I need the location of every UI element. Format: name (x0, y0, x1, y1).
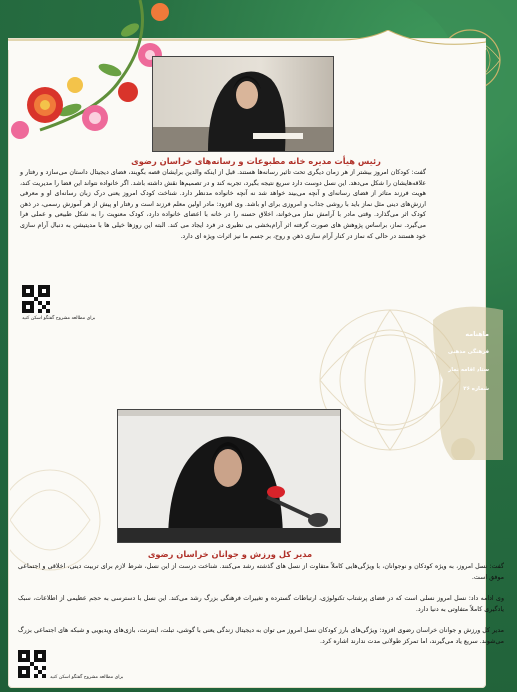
qr-caption-2: برای مطالعه مشروح گفتگو اسکن کنید (50, 675, 124, 680)
qr-caption-1: برای مطالعه مشروح گفتگو اسکن کنید (22, 316, 96, 321)
section2-paragraph-3: مدیر کل ورزش و جوانان خراسان رضوی افزود: ویژگی‌های بارز کودکان نسل امروز می توان به دیجیتال زندگی یعنی با گوشی، تبلت، اینترنت، بازی‌های ویدیویی و شبکه های اجتماعی بزرگ می‌شوند. سریع یاد می‌گیرند، اما تمرکز طولانی مدت ندارند اشاره کرد. (18, 627, 504, 645)
interview-photo-2 (117, 409, 341, 543)
person-photo-icon (118, 410, 340, 542)
interview-photo-1 (152, 56, 334, 152)
qr-code-icon[interactable] (22, 285, 50, 313)
person-photo-icon (153, 57, 333, 151)
section1-paragraph: گفت: کودکان امروز بیشتر از هر زمان دیگری تحت تاثیر رسانه‌ها هستند. قبل از اینکه والدین برایشان قصه بگویند، فضای دیجیتال داستان می‌سازد و رفتار و علاقه‌هایشان را شکل می‌دهد. این نسل دوست دارد سریع نتیجه بگیرد، تجربه کند و در تصمیم‌ها نقش داشته باشد. اگر خانواده نتواند این فضا را مدیریت کند، هویت فرزند متاثر از فضای رسانه‌ای و آنچه می‌بیند خواهد شد نه آنچه خانواده مدنظر دارد. شناخت کودک امروز یعنی درک زبان رسانه‌ای او و معرفی ارزش‌های دینی مثل نماز باید با روشی جذاب و امروزی برای او باشد. وی افزود: مادر اولین معلم فرزند است و رفتار او پیش از هر آموزش رسمی، در ذهن کودک اثر می‌گذارد. وقتی مادر با آرامش نماز می‌خواند، اخلاق حسنه را در خانه با اعضای خانواده دارد، کودک معنویت را به شکل طبیعی و عملی فرا می‌گیرد. نماز، براساس پژوهش های صورت گرفته اثر آرام‌بخشی بی نظیری در فرد ایجاد می کند. البته این روزها خیلی ها با مدیتیشن به دنبال آرام سازی خود هستند در حالی که نماز در کنار آرام سازی ذهن و روح، بر جسم ما نیز اثرات ویژه ای دارد. (20, 169, 426, 240)
banner-title: ماهنامه (465, 330, 489, 338)
section2-paragraph-2: وی ادامه داد: نسل امروز نسلی است که در فضای پرشتاب تکنولوژی، ارتباطات گسترده و تغییرات فرهنگی بزرگ رشد می‌کند. این نسل با دسترسی به حجم عظیمی از اطلاعات، سبک یادگیری کاملاً متفاوتی به دنیا دارد. (18, 595, 504, 613)
banner-publisher: ستاد اقامه نماز (448, 367, 489, 373)
section2-paragraph-1: گفت: نسل امروز، به ویژه کودکان و نوجوانان، با ویژگی‌هایی کاملاً متفاوت از نسل های گذشته رشد می‌کنند. شناخت درست از این نسل، شرط لازم برای تربیت دینی، اخلاقی و اجتماعی موفق است. (18, 563, 504, 581)
banner-issue: شماره ۲۶ (463, 386, 489, 392)
side-banner-ornament (433, 300, 503, 460)
section1-heading: رئیس هیأت مدیره خانه مطبوعات و رسانه‌های خراسان رضوی (131, 156, 381, 166)
section2-heading: مدیر کل ورزش و جوانان خراسان رضوی (147, 549, 313, 559)
banner-subtitle: فرهنگی مذهبی (447, 349, 489, 355)
qr-code-icon[interactable] (18, 650, 46, 678)
